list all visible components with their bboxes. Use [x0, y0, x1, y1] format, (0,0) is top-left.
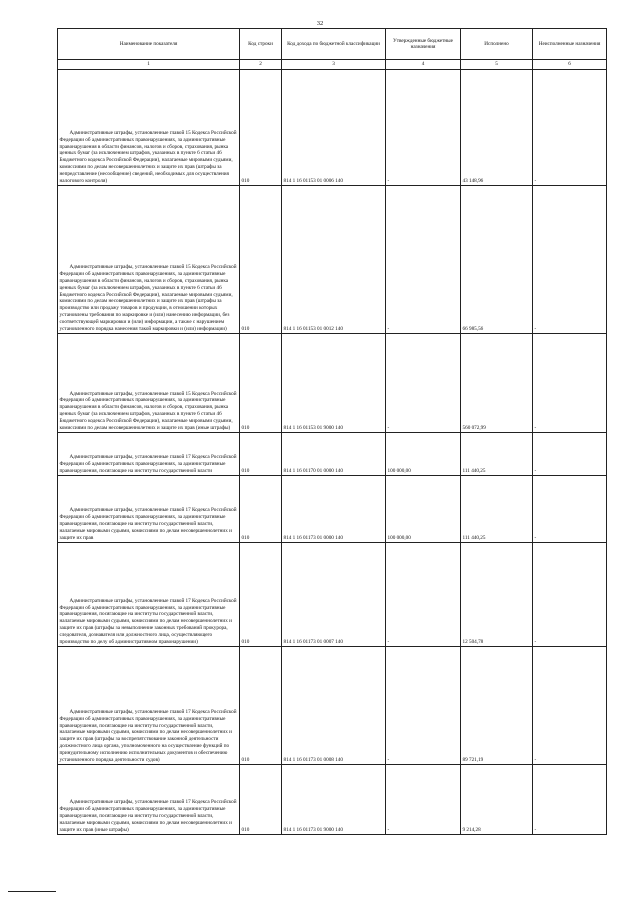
- row-name: [58, 543, 240, 647]
- row-executed: 111 440,25: [461, 433, 533, 476]
- row-line-code: 010: [240, 186, 282, 334]
- row-income-code: 814 1 16 01173 01 0000 140: [282, 476, 386, 543]
- table-row: [58, 433, 607, 476]
- page-number: 32: [316, 20, 324, 27]
- row-name-text: Административные штрафы, установленные главой 15 Кодекса Российской Федерации об административных правонарушениях, за административные правонарушения в области финансов, налогов и сборов, страхования, рынка ценных бумаг (за исключением штрафов, указанных в пункте 6 статьи 46 Бюджетного кодекса Российской Федерации), налагаемые мировыми судьями, комиссиями по делам несовершеннолетних и защите их прав (штрафы за непредставление (несообщение) сведений, необходимых для осуществления налогового контроля): [59, 129, 237, 185]
- table-row: [58, 543, 607, 647]
- row-name-text: Административные штрафы, установленные главой 17 Кодекса Российской Федерации об административных правонарушениях, за административные правонарушения, посягающие на институты государственной власти, налагаемые мировыми судьями, комиссиями по делам несовершеннолетних и защите их прав (иные штрафы): [59, 799, 237, 834]
- row-name-text: Административные штрафы, установленные главой 17 Кодекса Российской Федерации об административных правонарушениях, за административные правонарушения, посягающие на институты государственной власти, налагаемые мировыми судьями, комиссиями по делам несовершеннолетних и защите их прав (штрафы за невыполнение законных требований прокурора, следователя, дознавателя или должностного лица, осуществляющего производство по делу об административном правонарушении): [59, 597, 237, 646]
- row-approved: -: [386, 70, 461, 186]
- row-line-code: 010: [240, 70, 282, 186]
- row-line-code: 010: [240, 433, 282, 476]
- header-line-code: Код строки: [240, 29, 282, 60]
- row-name-text: Административные штрафы, установленные главой 17 Кодекса Российской Федерации об административных правонарушениях, за административные правонарушения, посягающие на институты государственной власти, налагаемые мировыми судьями, комиссиями по делам несовершеннолетних и защите их прав: [59, 507, 237, 542]
- row-income-code: 814 1 16 01173 01 9000 140: [282, 765, 386, 835]
- row-approved: -: [386, 543, 461, 647]
- header-approved: Утвержденные бюджетные назначения: [386, 29, 461, 60]
- row-line-code: 010: [240, 647, 282, 765]
- column-number: 1: [58, 60, 240, 70]
- row-name: [58, 70, 240, 186]
- row-unexecuted: -: [533, 186, 607, 334]
- footnote-rule: [8, 891, 56, 892]
- row-line-code: 010: [240, 543, 282, 647]
- row-line-code: 010: [240, 476, 282, 543]
- row-unexecuted: -: [533, 543, 607, 647]
- table-row: [58, 70, 607, 186]
- row-unexecuted: -: [533, 476, 607, 543]
- column-number: 2: [240, 60, 282, 70]
- row-income-code: 814 1 16 01170 01 0000 140: [282, 433, 386, 476]
- row-executed: 9 214,28: [461, 765, 533, 835]
- row-executed: 43 148,96: [461, 70, 533, 186]
- row-unexecuted: -: [533, 70, 607, 186]
- row-unexecuted: -: [533, 765, 607, 835]
- row-line-code: 010: [240, 334, 282, 433]
- row-name-text: Административные штрафы, установленные главой 15 Кодекса Российской Федерации об административных правонарушениях, за административные правонарушения в области финансов, налогов и сборов, страхования, рынка ценных бумаг (за исключением штрафов, указанных в пункте 6 статьи 46 Бюджетного кодекса Российской Федерации), налагаемые мировыми судьями, комиссиями по делам несовершеннолетних и защите их прав (штрафы за производство или продажу товаров и продукции, в отношении которых установлены требования по маркировке и (или) нанесению информации, без соответствующей маркировки и (или) информации, а также с нарушением установленного порядка нанесения такой маркировки и (или) информации): [59, 263, 237, 333]
- row-income-code: 814 1 16 01153 01 0006 140: [282, 70, 386, 186]
- row-unexecuted: -: [533, 647, 607, 765]
- row-approved: -: [386, 765, 461, 835]
- column-number: 6: [533, 60, 607, 70]
- row-approved: 100 000,00: [386, 476, 461, 543]
- row-income-code: 814 1 16 01153 01 9000 140: [282, 334, 386, 433]
- table-row: [58, 476, 607, 543]
- budget-income-table: [57, 28, 607, 835]
- table-row: [58, 334, 607, 433]
- row-name: [58, 334, 240, 433]
- row-name-text: Административные штрафы, установленные главой 17 Кодекса Российской Федерации об административных правонарушениях, за административные правонарушения, посягающие на институты государственной власти: [59, 454, 237, 475]
- column-number: 3: [282, 60, 386, 70]
- row-executed: 66 985,56: [461, 186, 533, 334]
- header-executed: Исполнено: [461, 29, 533, 60]
- table-row: [58, 647, 607, 765]
- row-income-code: 814 1 16 01153 01 0012 140: [282, 186, 386, 334]
- table-header-row: [58, 29, 607, 60]
- row-income-code: 814 1 16 01173 01 0007 140: [282, 543, 386, 647]
- column-number: 4: [386, 60, 461, 70]
- row-unexecuted: -: [533, 334, 607, 433]
- row-executed: 89 721,19: [461, 647, 533, 765]
- header-name: Наименование показателя: [58, 29, 240, 60]
- row-income-code: 814 1 16 01173 01 0008 140: [282, 647, 386, 765]
- row-executed: 111 440,25: [461, 476, 533, 543]
- row-approved: -: [386, 334, 461, 433]
- row-unexecuted: -: [533, 433, 607, 476]
- row-name: [58, 647, 240, 765]
- column-number: 5: [461, 60, 533, 70]
- header-income-code: Код дохода по бюджетной классификации: [282, 29, 386, 60]
- row-executed: 12 504,78: [461, 543, 533, 647]
- row-name-text: Административные штрафы, установленные главой 17 Кодекса Российской Федерации об административных правонарушениях, за административные правонарушения, посягающие на институты государственной власти, налагаемые мировыми судьями, комиссиями по делам несовершеннолетних и защите их прав (штрафы за воспрепятствование законной деятельности должностного лица органа, уполномоченного на осуществление функций по принудительному исполнению исполнительных документов и обеспечению установленного порядка деятельности судов): [59, 708, 237, 764]
- column-number-row: [58, 60, 607, 70]
- row-name: [58, 433, 240, 476]
- row-approved: 100 000,00: [386, 433, 461, 476]
- row-approved: -: [386, 186, 461, 334]
- row-approved: -: [386, 647, 461, 765]
- row-name: [58, 765, 240, 835]
- row-name: [58, 186, 240, 334]
- table-row: [58, 765, 607, 835]
- row-line-code: 010: [240, 765, 282, 835]
- row-name-text: Административные штрафы, установленные главой 15 Кодекса Российской Федерации об административных правонарушениях, за административные правонарушения в области финансов, налогов и сборов, страхования, рынка ценных бумаг (за исключением штрафов, указанных в пункте 6 статьи 46 Бюджетного кодекса Российской Федерации), налагаемые мировыми судьями, комиссиями по делам несовершеннолетних и защите их прав (иные штрафы): [59, 390, 237, 432]
- row-executed: 560 072,99: [461, 334, 533, 433]
- row-name: [58, 476, 240, 543]
- table-row: [58, 186, 607, 334]
- header-unexecuted: Неисполненные назначения: [533, 29, 607, 60]
